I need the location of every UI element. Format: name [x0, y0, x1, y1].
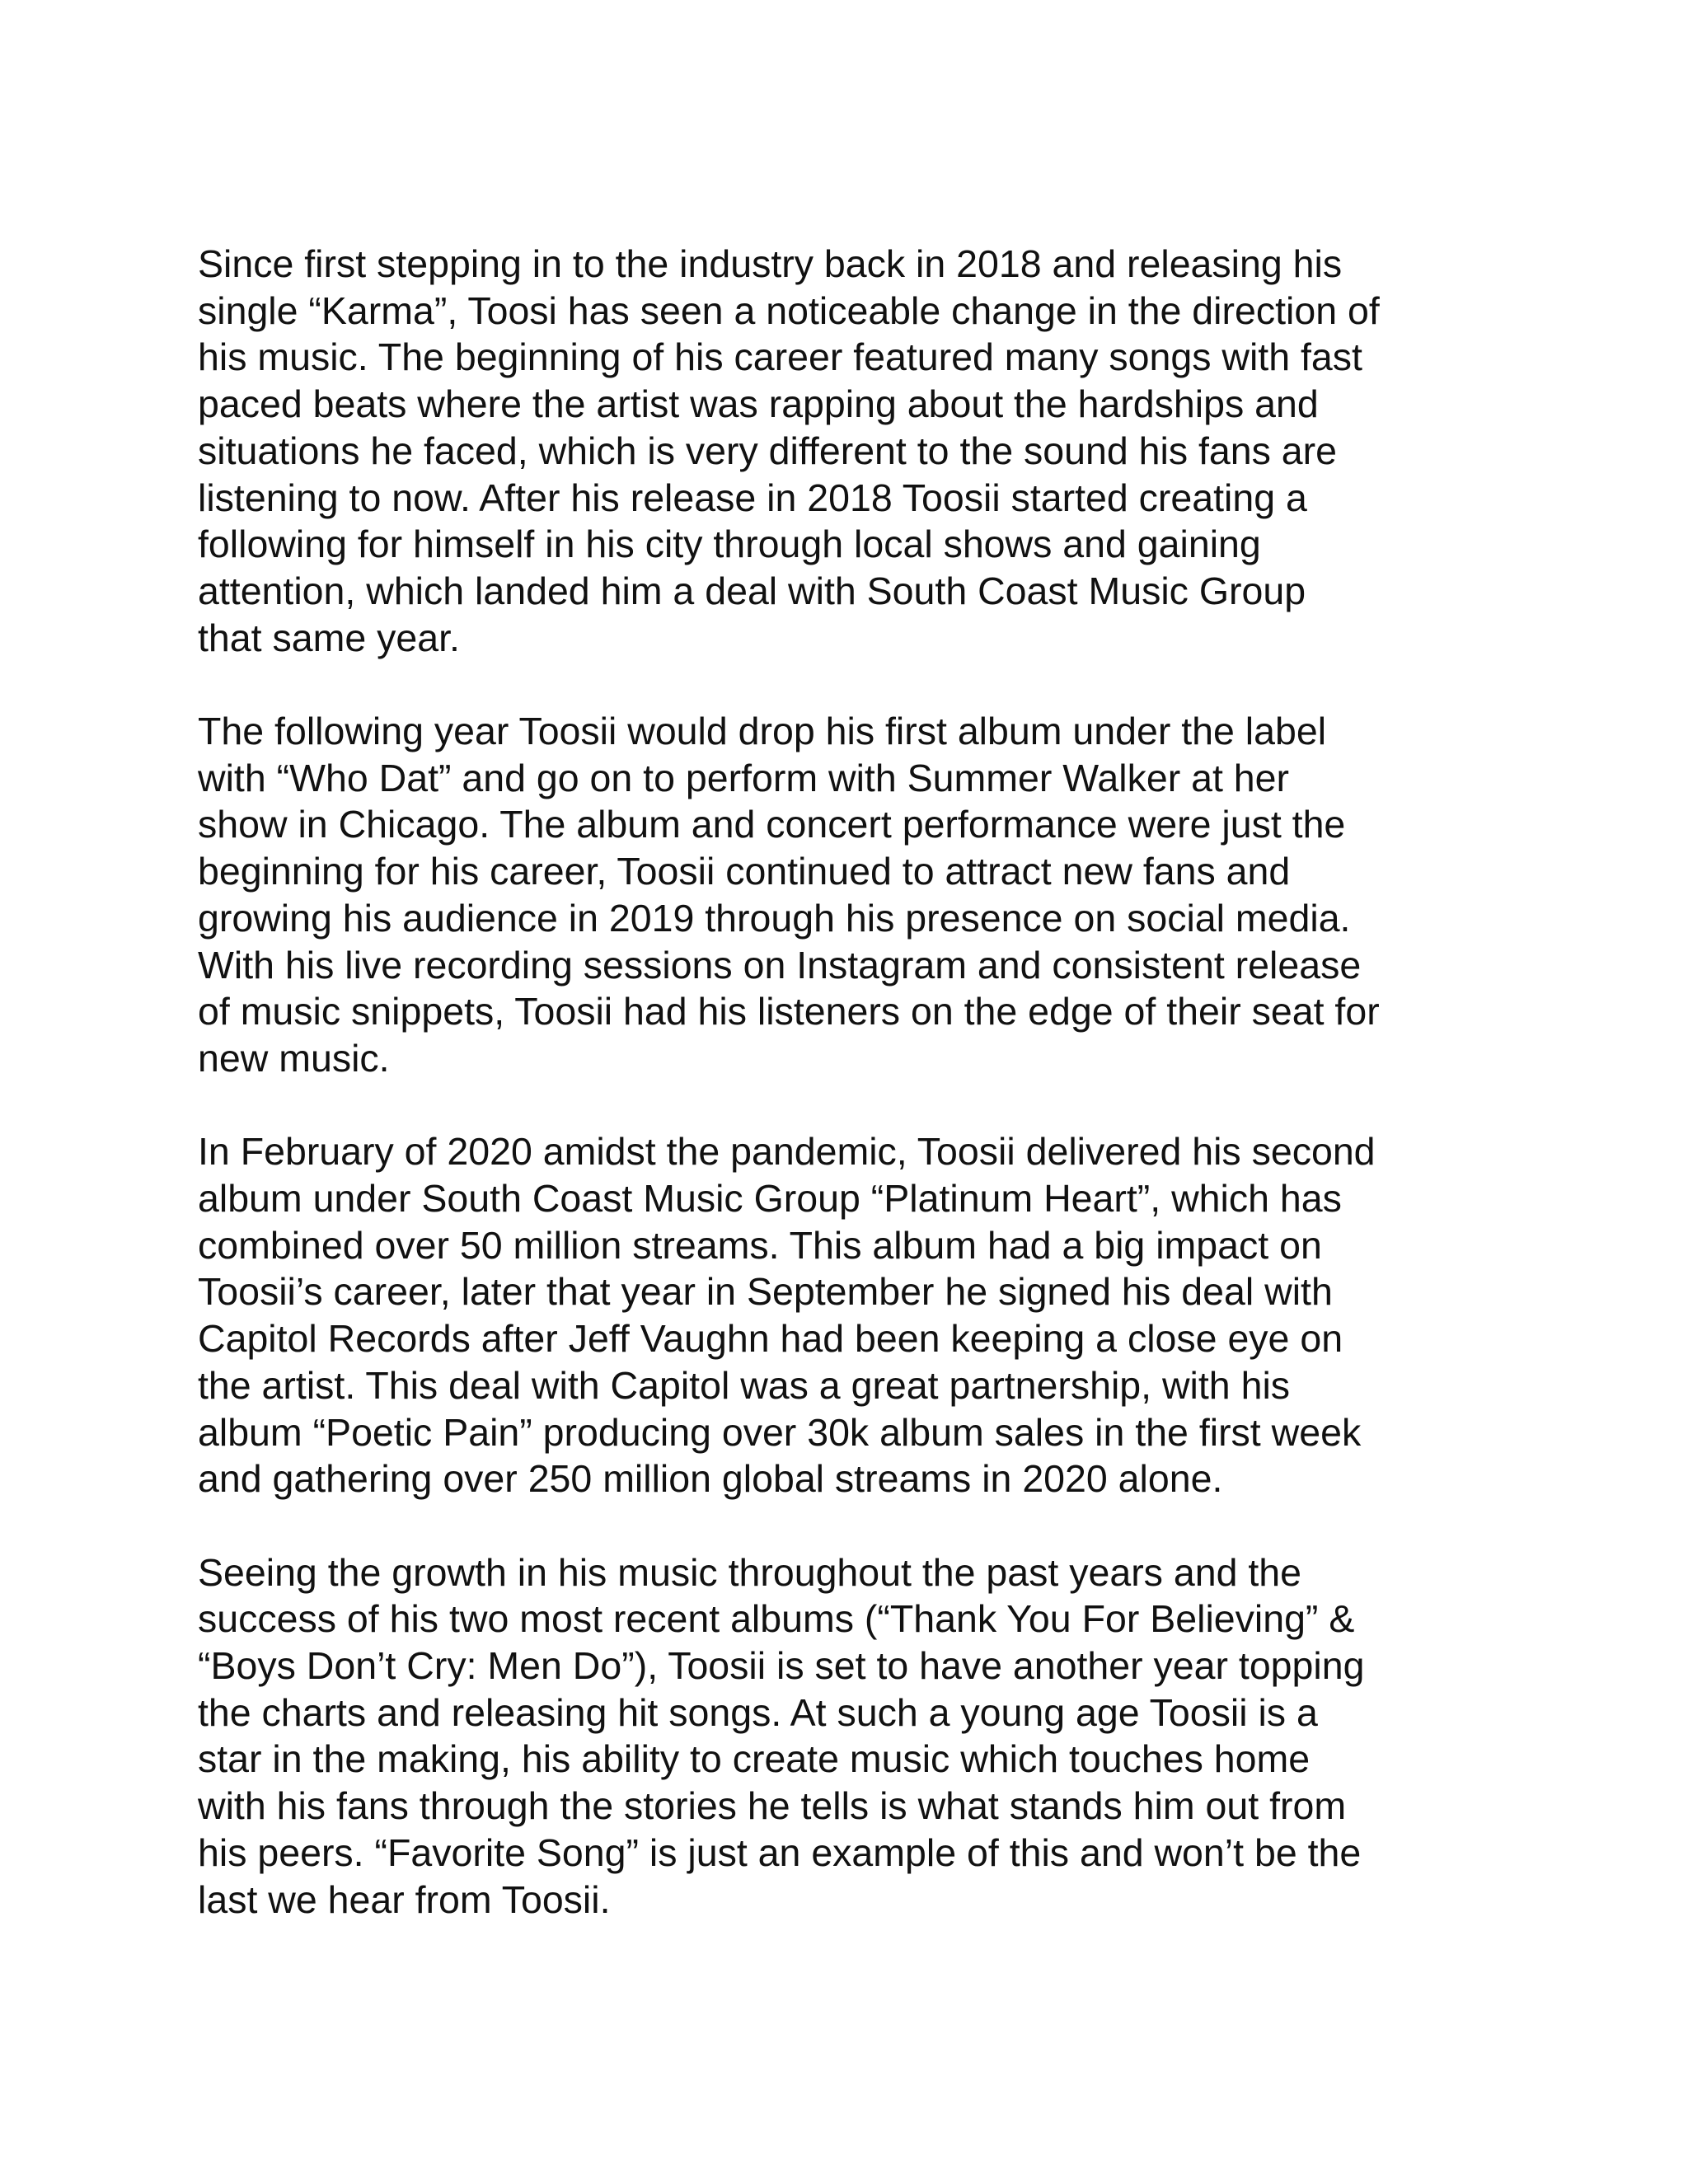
paragraph-line: situations he faced, which is very different to the sound his fans are — [198, 429, 1338, 472]
paragraph-line: combined over 50 million streams. This album had a big impact on — [198, 1223, 1322, 1267]
paragraph-line: With his live recording sessions on Instagram and consistent release — [198, 943, 1362, 987]
paragraph-line: album under South Coast Music Group “Platinum Heart”, which has — [198, 1177, 1342, 1221]
paragraph-line: album “Poetic Pain” producing over 30k album sales in the first week — [198, 1410, 1362, 1454]
paragraph-line: The following year Toosii would drop his first album under the label — [198, 710, 1327, 753]
paragraph-line: with “Who Dat” and go on to perform with Summer Walker at her — [198, 756, 1290, 799]
paragraph-line: Capitol Records after Jeff Vaughn had been keeping a close eye on — [198, 1317, 1343, 1361]
paragraph-line: “Boys Don’t Cry: Men Do”), Toosii is set to have another year topping — [198, 1644, 1365, 1688]
paragraph-line: single “Karma”, Toosi has seen a noticeable change in the direction of — [198, 288, 1380, 332]
paragraph-line: paced beats where the artist was rapping about the hardships and — [198, 382, 1319, 426]
paragraph-line: the charts and releasing hit songs. At such a young age Toosii is a — [198, 1690, 1318, 1734]
paragraph-line: show in Chicago. The album and concert performance were just the — [198, 803, 1346, 846]
paragraph-line: last we hear from Toosii. — [198, 1877, 611, 1921]
paragraph-line: and gathering over 250 million global streams in 2020 alone. — [198, 1457, 1223, 1501]
paragraph-line: Seeing the growth in his music throughout the past years and the — [198, 1550, 1301, 1594]
paragraph-line: Toosii’s career, later that year in September he signed his deal with — [198, 1270, 1333, 1314]
paragraph-line: In February of 2020 amidst the pandemic, Toosii delivered his second — [198, 1130, 1376, 1174]
paragraph-2 — [198, 708, 1508, 1082]
paragraph-line: Since first stepping in to the industry back in 2018 and releasing his — [198, 242, 1343, 285]
paragraph-line: that same year. — [198, 616, 460, 659]
paragraph-line: new music. — [198, 1036, 390, 1080]
paragraph-line: his peers. “Favorite Song” is just an example of this and won’t be the — [198, 1830, 1362, 1874]
paragraph-line: star in the making, his ability to create music which touches home — [198, 1737, 1311, 1781]
paragraph-line: beginning for his career, Toosii continued to attract new fans and — [198, 850, 1291, 893]
paragraph-line: growing his audience in 2019 through his presence on social media. — [198, 896, 1351, 940]
paragraph-1 — [198, 241, 1508, 661]
paragraph-line: of music snippets, Toosii had his listeners on the edge of their seat for — [198, 990, 1380, 1033]
paragraph-4 — [198, 1549, 1508, 1924]
paragraph-line: with his fans through the stories he tells is what stands him out from — [198, 1784, 1347, 1828]
paragraph-line: attention, which landed him a deal with South Coast Music Group — [198, 569, 1306, 612]
document-body — [198, 241, 1508, 1923]
paragraph-line: success of his two most recent albums (“Thank You For Believing” & — [198, 1597, 1355, 1641]
paragraph-line: listening to now. After his release in 2018 Toosii started creating a — [198, 476, 1307, 519]
paragraph-line: the artist. This deal with Capitol was a great partnership, with his — [198, 1363, 1291, 1407]
paragraph-line: his music. The beginning of his career featured many songs with fast — [198, 335, 1362, 379]
paragraph-line: following for himself in his city through local shows and gaining — [198, 523, 1261, 566]
paragraph-3 — [198, 1128, 1508, 1502]
